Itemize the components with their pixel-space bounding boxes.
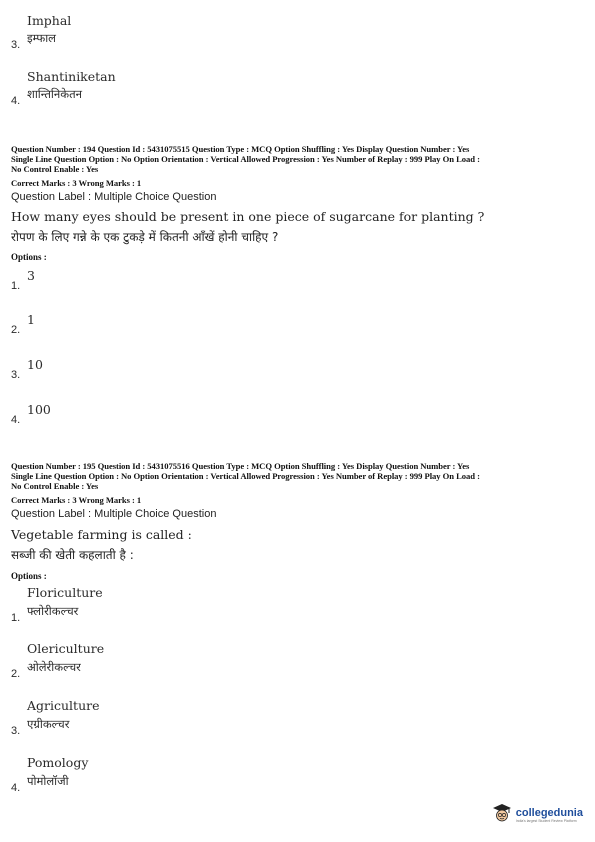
prev-option-4-number: 4.: [11, 95, 21, 107]
q194-meta-line-1: Question Number : 194 Question Id : 5431075515 Question Type : MCQ Option Shuffling : Yes Display Question Number : Yes: [11, 144, 470, 154]
q195-question-label: Question Label : Multiple Choice Question: [11, 508, 217, 520]
q194-question-text-hi: रोपण के लिए गन्ने के एक टुकड़े में कितनी आँखें होनी चाहिए ?: [11, 230, 279, 244]
q195-meta-line-1: Question Number : 195 Question Id : 5431075516 Question Type : MCQ Option Shuffling : Yes Display Question Number : Yes: [11, 461, 470, 471]
q194-option-3-value: 10: [27, 357, 43, 372]
q195-meta-line-3: No Control Enable : Yes: [11, 481, 99, 491]
q195-option-1-hi: फ्लोरीकल्चर: [27, 604, 79, 618]
q195-option-1-number: 1.: [11, 612, 21, 624]
q195-option-3-en: Agriculture: [27, 698, 100, 713]
q194-marks: Correct Marks : 3 Wrong Marks : 1: [11, 178, 142, 188]
q195-option-4-number: 4.: [11, 782, 21, 794]
q194-option-4-number: 4.: [11, 414, 21, 426]
q195-option-2-en: Olericulture: [27, 641, 105, 656]
q195-option-2-number: 2.: [11, 668, 21, 680]
prev-option-3-en: Imphal: [27, 13, 72, 28]
q194-option-2-value: 1: [27, 312, 35, 327]
q195-meta-line-2: Single Line Question Option : No Option Orientation : Vertical Allowed Progression : Yes Number of Replay : 999 Play On Load :: [11, 471, 480, 481]
q194-question-label: Question Label : Multiple Choice Question: [11, 191, 217, 203]
prev-option-3-hi: इम्फाल: [27, 31, 56, 45]
q195-option-4-en: Pomology: [27, 755, 89, 770]
graduate-mascot-icon: [492, 803, 512, 828]
q194-meta-line-2: Single Line Question Option : No Option Orientation : Vertical Allowed Progression : Yes Number of Replay : 999 Play On Load :: [11, 154, 480, 164]
q195-question-text-en: Vegetable farming is called :: [11, 527, 192, 542]
q195-option-1-en: Floriculture: [27, 585, 103, 600]
q194-option-2-number: 2.: [11, 324, 21, 336]
q195-options-heading: Options :: [11, 571, 47, 581]
q195-option-2-hi: ओलेरीकल्चर: [27, 660, 81, 674]
q194-option-1-value: 3: [27, 268, 35, 283]
q194-option-1-number: 1.: [11, 280, 21, 292]
logo-brand-name: collegedunia: [515, 806, 583, 819]
q194-option-3-number: 3.: [11, 369, 21, 381]
q195-question-text-hi: सब्जी की खेती कहलाती है :: [11, 548, 134, 562]
q194-options-heading: Options :: [11, 252, 47, 262]
q194-meta-line-3: No Control Enable : Yes: [11, 164, 99, 174]
q195-option-3-hi: एग्रीकल्चर: [27, 717, 70, 731]
prev-option-4-hi: शान्तिनिकेतन: [27, 87, 83, 101]
prev-option-4-en: Shantiniketan: [27, 69, 116, 84]
q195-option-3-number: 3.: [11, 725, 21, 737]
q195-option-4-hi: पोमोलॉजी: [27, 774, 69, 788]
q194-question-text-en: How many eyes should be present in one piece of sugarcane for planting ?: [11, 209, 485, 224]
logo-tagline: India's largest Student Review Platform: [515, 818, 577, 823]
prev-option-3-number: 3.: [11, 39, 21, 51]
q195-marks: Correct Marks : 3 Wrong Marks : 1: [11, 495, 142, 505]
q194-option-4-value: 100: [27, 402, 51, 417]
collegedunia-logo: [492, 803, 583, 828]
